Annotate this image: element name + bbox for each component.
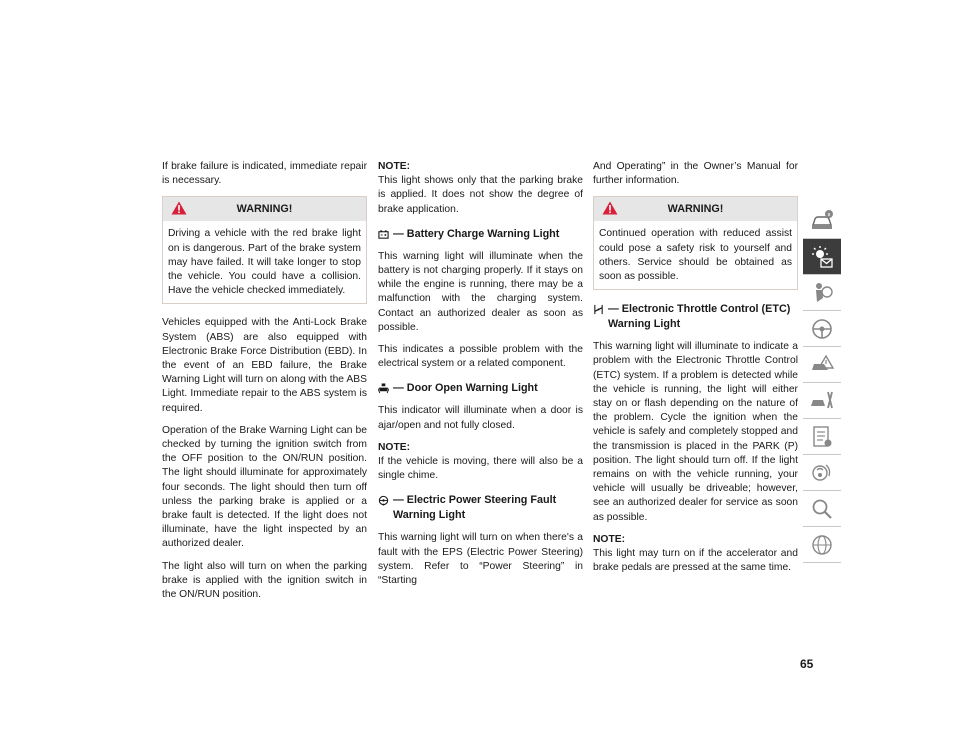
steering-wheel-icon bbox=[809, 316, 835, 342]
languages-icon bbox=[809, 532, 835, 558]
column-1 bbox=[162, 160, 367, 610]
tab-languages[interactable] bbox=[803, 527, 841, 563]
door-paragraph: This indicator will illuminate when a door is ajar/open and not fully closed. bbox=[378, 405, 583, 431]
battery-icon bbox=[378, 229, 389, 240]
emergency-icon bbox=[809, 352, 835, 378]
page-number: 65 bbox=[800, 657, 814, 671]
chapter-tab-sidebar bbox=[803, 203, 841, 563]
battery-heading-text: — Battery Charge Warning Light bbox=[393, 227, 560, 240]
note-pedals bbox=[593, 533, 798, 576]
specifications-icon bbox=[809, 424, 835, 450]
parking-brake-paragraph: The light also will turn on when the parking brake is applied with the ignition switch in the ON/RUN position. bbox=[162, 560, 367, 601]
warning-title: WARNING! bbox=[236, 203, 293, 216]
warning-lights-icon bbox=[809, 244, 835, 270]
multimedia-icon bbox=[809, 460, 835, 486]
eps-paragraph: This warning light will turn on when there's a fault with the EPS (Electric Power Steering) system. Refer to “Power Steering” in “Starting bbox=[378, 532, 583, 587]
door-heading-text: — Door Open Warning Light bbox=[393, 382, 538, 395]
tab-index[interactable] bbox=[803, 491, 841, 527]
warning-box-brake bbox=[162, 196, 367, 304]
tab-multimedia[interactable] bbox=[803, 455, 841, 491]
warning-title: WARNING! bbox=[667, 203, 724, 216]
warning-body: Driving a vehicle with the red brake light on is dangerous. Part of the brake system may have failed. It will take longer to stop the vehicle. You could have a collision. Have the vehicle checked immediately. bbox=[168, 228, 361, 297]
etc-paragraph: This warning light will illuminate to indicate a problem with the Electronic Throttle Control (ETC) system. If a problem is detected while the vehicle is running, the light will either stay on or flash depending on the nature of the problem. Cycle the ignition when the vehicle is safely and completely stopped and the transmission is placed in the PARK (P) position. The light should turn off. If the light remains on with the vehicle running, your vehicle will usually be driveable; however, see an authorized dealer for service as soon as possible. bbox=[593, 341, 798, 523]
column-3 bbox=[593, 160, 798, 583]
throttle-control-icon bbox=[593, 304, 604, 315]
note-label: NOTE: bbox=[378, 161, 411, 172]
tab-servicing[interactable] bbox=[803, 383, 841, 419]
steering-fault-icon bbox=[378, 495, 389, 506]
tab-car-info[interactable] bbox=[803, 203, 841, 239]
note-text: This light shows only that the parking brake is applied. It does not show the degree of brake application. bbox=[378, 175, 583, 215]
warning-header bbox=[594, 197, 797, 221]
warning-box-steering bbox=[593, 196, 798, 290]
tab-warning-lights[interactable] bbox=[803, 239, 841, 275]
battery-paragraph-2: This indicates a possible problem with the electrical system or a related component. bbox=[378, 344, 583, 370]
door-heading bbox=[378, 381, 583, 396]
note-label: NOTE: bbox=[593, 533, 626, 545]
note-text: This light may turn on if the accelerator and brake pedals are pressed at the same time. bbox=[593, 548, 798, 574]
tab-starting-operating[interactable] bbox=[803, 311, 841, 347]
warning-header bbox=[163, 197, 366, 221]
car-info-icon bbox=[809, 208, 835, 234]
warning-triangle-icon bbox=[171, 201, 187, 215]
brake-light-check-paragraph: Operation of the Brake Warning Light can be checked by turning the ignition switch from the OFF position to the ON/RUN position. The light should illuminate for approximately four seconds. The light should then turn off unless the parking brake is applied or a brake fault is detected. If the light does not illuminate, have the light inspected by an authorized dealer. bbox=[162, 424, 367, 550]
eps-heading-text: — Electric Power Steering Fault Warning Light bbox=[393, 494, 557, 522]
warning-body: Continued operation with reduced assist could pose a safety risk to yourself and others. Service should be obtained as soon as possible. bbox=[599, 228, 792, 283]
battery-paragraph-1: This warning light will illuminate when the battery is not charging properly. If it stays on while the engine is running, there may be a malfunction with the charging system. Contact an authorized dealer as soon as possible. bbox=[378, 250, 583, 333]
tab-safety[interactable] bbox=[803, 275, 841, 311]
etc-heading-text: — Electronic Throttle Control (ETC) Warning Light bbox=[608, 303, 791, 331]
ebd-paragraph: Vehicles equipped with the Anti-Lock Brake System (ABS) are also equipped with Electronic Brake Force Distribution (EBD). In the event of an EBD failure, the Brake Warning Light will turn on along with the ABS Light. Immediate repair to the ABS system is required. bbox=[162, 317, 367, 414]
airbag-safety-icon bbox=[809, 280, 835, 306]
brake-failure-paragraph: If brake failure is indicated, immediate repair is necessary. bbox=[162, 161, 367, 187]
tab-emergency[interactable] bbox=[803, 347, 841, 383]
column-2 bbox=[378, 160, 583, 596]
warning-triangle-icon bbox=[602, 201, 618, 215]
note-label: NOTE: bbox=[378, 441, 411, 453]
eps-continued-paragraph: And Operating” in the Owner’s Manual for further information. bbox=[593, 161, 798, 187]
tab-specifications[interactable] bbox=[803, 419, 841, 455]
etc-heading bbox=[593, 302, 798, 332]
battery-heading bbox=[378, 227, 583, 242]
note-parking-brake bbox=[378, 160, 583, 217]
door-open-icon bbox=[378, 383, 389, 394]
search-icon bbox=[809, 496, 835, 522]
eps-heading bbox=[378, 493, 583, 523]
note-text: If the vehicle is moving, there will also be a single chime. bbox=[378, 456, 583, 482]
note-door-chime bbox=[378, 441, 583, 484]
car-maintenance-icon bbox=[809, 388, 835, 414]
